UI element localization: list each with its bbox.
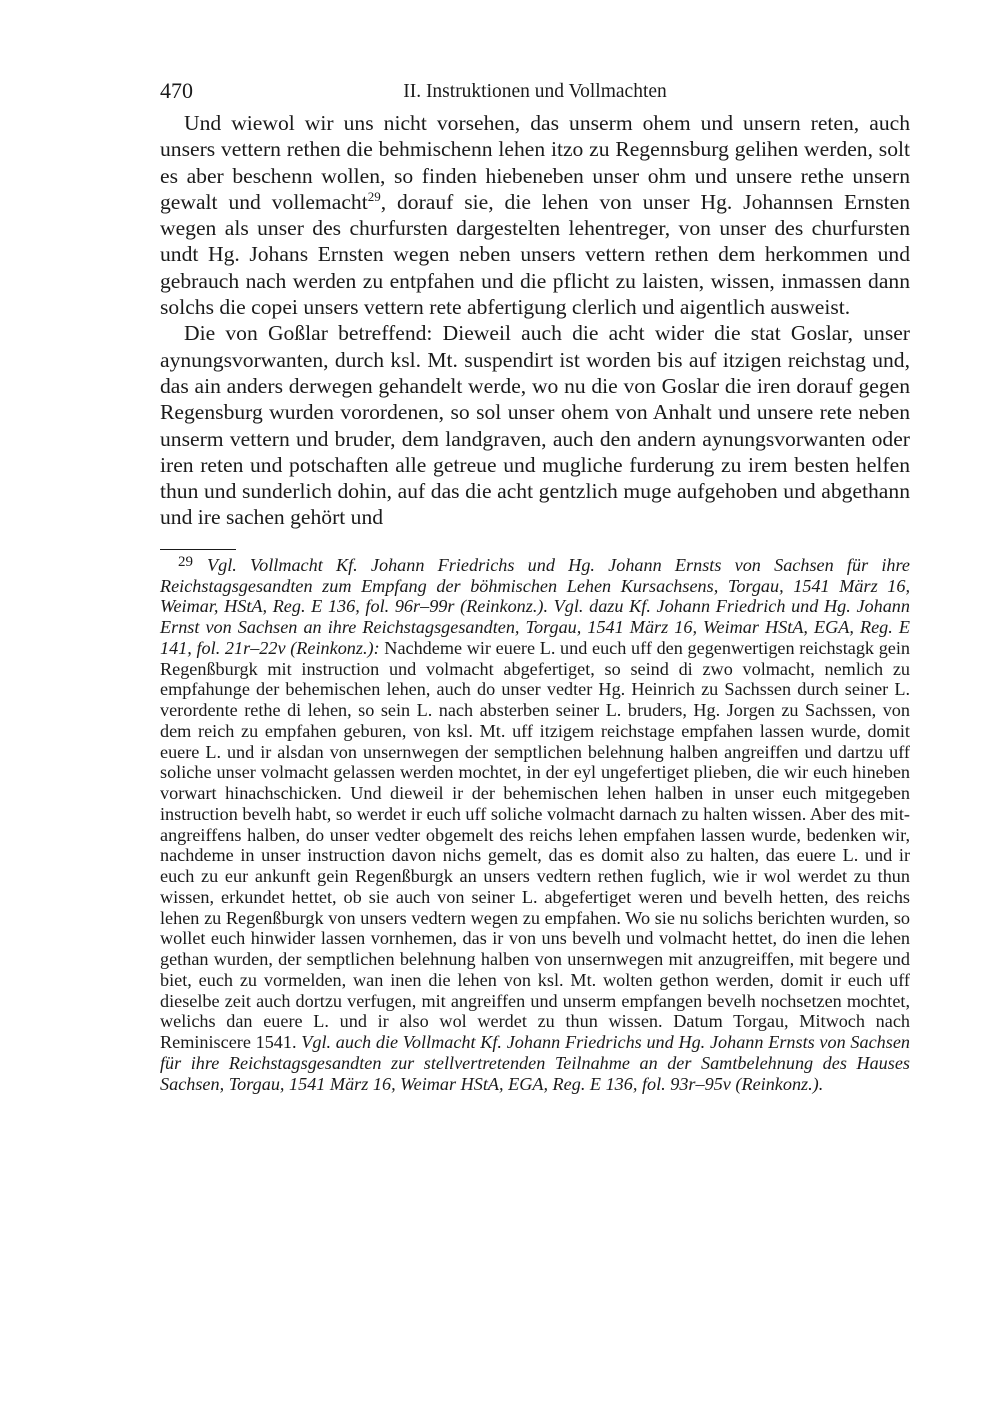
page-number: 470 xyxy=(160,78,193,103)
running-title: II. Instruktionen und Vollmachten xyxy=(403,81,667,102)
main-text xyxy=(160,110,910,531)
footnote-29: 29 Vgl. Vollmacht Kf. Johann Friedrichs und Hg. Johann Ernsts von Sachsen für ihre Reichstagsgesandten zum Empfang der böhmischen Lehen Kursachsens, Torgau, 1541 März 16, Weimar, HStA, Reg. E 136, fol. 96r–99r (Reinkonz.). Vgl. dazu Kf. Johann Friedrich und Hg. Johann Ernst von Sachsen an ihre Reichstagsgesandten, Torgau, 1541 März 16, Weimar HStA, EGA, Reg. E 141, fol. 21r–22v (Reinkonz.): Nachdeme wir euere L. und euch uff den gegenwertigen reichstagk gein Regenßburgk mit instruction und volmacht abgefertiget, so seind di zwo volmacht, nemlich zu empfahunge der behemischen lehen, auch do unser vedter Hg. Heinrich zu Sachssen durch seiner L. verordente rethe di lehen, so sein L. nach absterben seiner L. bruders, Hg. Jorgen zu Sachssen, von dem reich zu empfahen geburen, von ksl. Mt. uff itzigem reichstage empfahen lassen wurde, domit euere L. und ir alsdan von unsernwegen der semptlichen belehnung halben angreiffen und dartzu uff soliche unser volmacht gelassen werden mochtet, in der eyl ungefertiget plieben, die wir euch hineben vorwart hinachschicken. Und dieweil ir der behemischen lehen halben in unser euch mitgegeben instruction bevelh habt, so werdet ir euch uff soliche volmacht darnach zu halten wissen. Aber des mit-angreiffens halben, do unser vedter obgemelt des reichs lehen empfahen lassen wurde, bedenken wir, nachdeme in unser instruction davon nichs gemelt, das es domit also zu halten, das euere L. und ir euch zu eur ankunft gein Regenßburgk an unsers vedtern rethen fuglich, wie ir wol werdet zu thun wissen, erkundet hettet, ob sie auch von seiner L. abgefertiget weren und bevelh hetten, des reichs lehen zu Regenßburgk von unsers vedtern wegen zu empfahen. Wo sie nu solichs berichten wurden, so wollet euch hinwider lassen vornhemen, das ir von uns bevelh und volmacht hettet, do inen die lehen gethan wurden, der semptlichen belehnung halben von unsernwegen mit anzugreiffen, mit begere und biet, euch zu vormelden, wan inen die lehen von ksl. Mt. wolten gethon werden, domit ir euch uff dieselbe zeit auch dortzu verfugen, mit angreiffen und unserm empfangen bevelh nochsetzen mochtet, welichs dan euere L. und ir also wol werdet zu thun wissen. Datum Torgau, Mitwoch nach Reminiscere 1541. Vgl. auch die Vollmacht Kf. Johann Friedrichs und Hg. Johann Ernsts von Sachsen für ihre Reichstagsgesandten zur stellvertretenden Teilnahme an der Samtbelehnung des Hauses Sachsen, Torgau, 1541 März 16, Weimar HStA, EGA, Reg. E 136, fol. 93r–95v (Reinkonz.). xyxy=(160,553,911,1094)
paragraph-2: Die von Goßlar betreffend: Dieweil auch die acht wider die stat Goslar, unser aynungsvorwanten, durch ksl. Mt. suspendirt ist worden bis auf itzigen reichstag und, das ain anders derwegen gehandelt werde, wo nu die von Goslar die iren dorauf gegen Regensburg wurden vorordenen, so sol unser ohem von Anhalt und unsere rete neben unserm vettern und bruder, dem landgraven, auch den andern aynungsvorwanten oder iren reten und potschaften alle getreue und mugliche furderung zu irem besten helfen thun und sunderlich dohin, auf das die acht gentzlich muge aufgehoben und abgethann und ire sachen gehört und xyxy=(160,321,910,530)
running-header xyxy=(160,76,910,110)
paragraph-1-part-b: , dorauf sie, die lehen von unser Hg. Johannsen Ernsten wegen als unser des churfursten dargestelten lehentreger, von unser des churfursten undt Hg. Johans Ernsten wegen neben unsers vettern rethen dem herkommen und gebrauch nach werden zu entpfahen und die pflicht zu laisten, wissen, inmassen dann solchs die copei unsers vettern rete abfertigung clerlich und aigentlich ausweist. xyxy=(160,189,910,320)
paragraph-1 xyxy=(160,110,910,320)
document-page xyxy=(160,76,910,1094)
footnote-editorial-intro: Vgl. Vollmacht Kf. Johann Friedrichs und Hg. Johann Ernsts von Sachsen für ihre Reichstagsgesandten zum Empfang der böhmischen Lehen Kursachsens, Torgau, 1541 März 16, Weimar, HStA, Reg. E 136, fol. 96r–99r (Reinkonz.). Vgl. dazu Kf. Johann Friedrich und Hg. Johann Ernst von Sachsen an ihre Reichstagsgesandten, Torgau, 1541 März 16, Weimar HStA, EGA, Reg. E 141, fol. 21r–22v (Reinkonz.): xyxy=(160,554,910,658)
paragraph-1-part-a: Und wiewol wir uns nicht vorsehen, das unserm ohem und unsern reten, auch unsers vettern rethen die behmischenn lehen itzo zu Regennsburg gelihen werden, solt es aber beschenn wollen, so finden hiebeneben unser ohm und unsere rethe unsern gewalt und vollemacht xyxy=(160,111,910,214)
footnote-reference-29[interactable]: 29 xyxy=(367,188,381,204)
footnote-editorial-outro: Vgl. auch die Vollmacht Kf. Johann Friedrichs und Hg. Johann Ernsts von Sachsen für ihre Reichstagsgesandten zur stellvertretenden Teilnahme an der Samtbelehnung des Hauses Sachsen, Torgau, 1541 März 16, Weimar HStA, EGA, Reg. E 136, fol. 93r–95v (Reinkonz.). xyxy=(160,1032,910,1094)
footnote-quoted-source: Nachdeme wir euere L. und euch uff den gegenwertigen reichstagk gein Regenßburgk mit instruction und volmacht abgefertiget, so seind di zwo volmacht, nemlich zu empfahunge der behemischen lehen, auch do unser vedter Hg. Heinrich zu Sachssen durch seiner L. verordente rethe di lehen, so sein L. nach absterben seiner L. bruders, Hg. Jorgen zu Sachssen, von dem reich zu empfahen geburen, von ksl. Mt. uff itzigem reichstage empfahen lassen wurde, domit euere L. und ir alsdan von unsernwegen der semptlichen belehnung halben angreiffen und dartzu uff soliche unser volmacht gelassen werden mochtet, in der eyl ungefertiget plieben, die wir euch hineben vorwart hinachschicken. Und dieweil ir der behemischen lehen halben in unser euch mitgegeben instruction bevelh habt, so werdet ir euch uff soliche volmacht darnach zu halten wissen. Aber des mit-angreiffens halben, do unser vedter obgemelt des reichs lehen empfahen lassen wurde, bedenken wir, nachdeme in unser instruction davon nichs gemelt, das es domit also zu halten, das euere L. und ir euch zu eur ankunft gein Regenßburgk an unsers vedtern rethen fuglich, wie ir wol werdet zu thun wissen, erkundet hettet, ob sie auch von seiner L. abgefertiget weren und bevelh hetten, des reichs lehen zu Regenßburgk von unsers vedtern wegen zu empfahen. Wo sie nu solichs berichten wurden, so wollet euch hinwider lassen vornhemen, das ir von uns bevelh und volmacht hettet, do inen die lehen gethan wurden, der semptlichen belehnung halben von unsernwegen mit anzugreiffen, mit begere und biet, euch zu vormelden, wan inen die lehen von ksl. Mt. wolten gethon werden, domit ir euch uff dieselbe zeit auch dortzu verfugen, mit angreiffen und unserm empfangen bevelh nochsetzen mochtet, welichs dan euere L. und ir also wol werdet zu thun wissen. Datum Torgau, Mitwoch nach Reminiscere 1541. xyxy=(160,637,911,1052)
footnote-separator xyxy=(160,549,236,550)
